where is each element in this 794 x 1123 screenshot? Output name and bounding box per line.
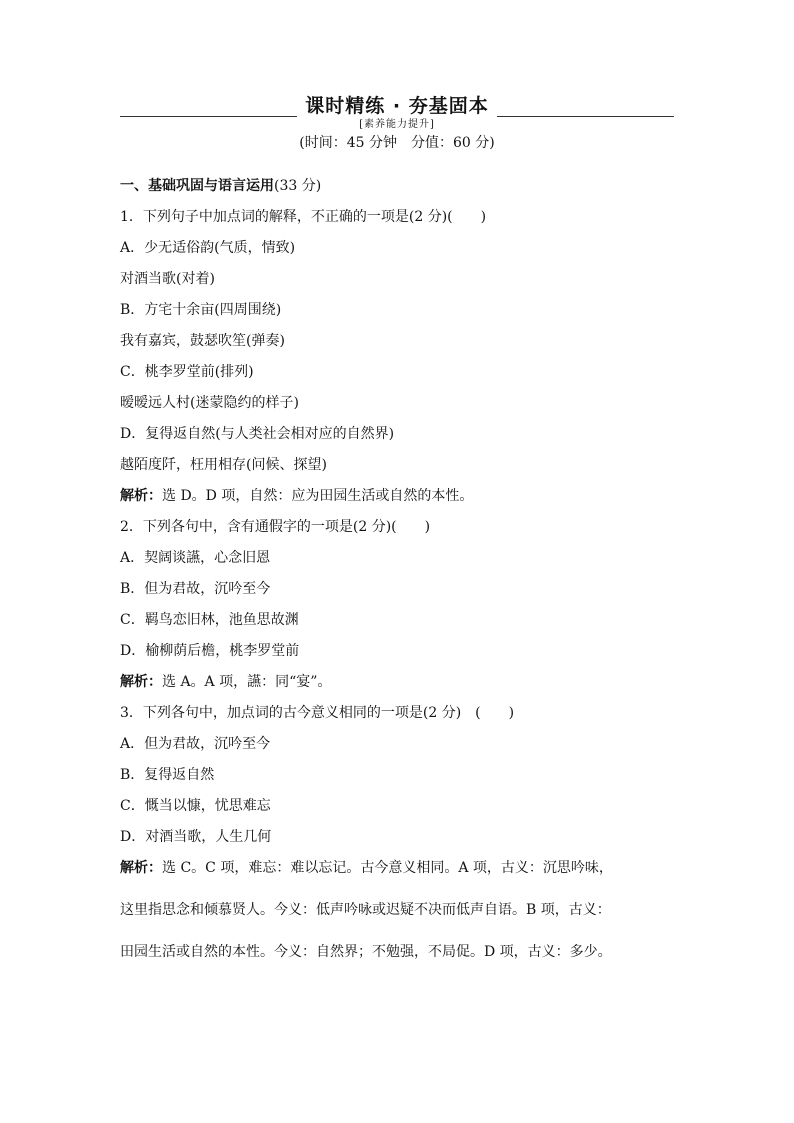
- analysis-text: 选 C。C 项，难忘：难以忘记。古今意义相同。A 项，古义：沉思吟味，: [162, 860, 613, 876]
- question-1-option: 暧暧远人村(迷蒙隐约的样子): [120, 395, 299, 411]
- question-3-stem: 3．下列各句中，加点词的古今意义相同的一项是(2 分) ( ): [120, 705, 515, 721]
- question-2-analysis: [120, 672, 680, 703]
- question-2-option: A．契阔谈讌，心念旧恩: [120, 550, 271, 566]
- question-3-analysis-continued: 田园生活或自然的本性。今义：自然界；不勉强，不局促。D 项，古义：多少。: [120, 944, 612, 960]
- question-3-option: C．慨当以慷，忧思难忘: [120, 798, 271, 814]
- question-2-option: B．但为君故，沉吟至今: [120, 581, 271, 597]
- question-1-option: 我有嘉宾，鼓瑟吹笙(弹奏): [120, 333, 285, 349]
- analysis-text: 选 D。D 项，自然：应为田园生活或自然的本性。: [162, 488, 474, 504]
- question-3-option: A．但为君故，沉吟至今: [120, 736, 271, 752]
- question-1-option: 越陌度阡，枉用相存(问候、探望): [120, 457, 327, 473]
- analysis-text: 选 A。A 项，讌：同“宴”。: [162, 674, 332, 690]
- question-2-option: C．羁鸟恋旧林，池鱼思故渊: [120, 612, 299, 628]
- question-1-option: C．桃李罗堂前(排列): [120, 364, 254, 380]
- question-3-option: B．复得返自然: [120, 767, 215, 783]
- section-heading-text: 一、基础巩固与语言运用: [120, 178, 274, 194]
- question-1-option: D．复得返自然(与人类社会相对应的自然界): [120, 426, 395, 442]
- question-3-analysis-continued: 这里指思念和倾慕贤人。今义：低声吟咏或迟疑不决而低声自语。B 项，古义：: [120, 902, 611, 918]
- page-title: 课时精练 · 夯基固本: [297, 94, 496, 118]
- section-score: (33 分): [274, 178, 322, 194]
- question-2-option: D．榆柳荫后檐，桃李罗堂前: [120, 643, 300, 659]
- analysis-label: 解析：: [120, 488, 162, 504]
- question-3-analysis: [120, 858, 680, 900]
- page-subtitle: [素养能力提升]: [359, 119, 435, 130]
- question-1-option: B．方宅十余亩(四周围绕): [120, 302, 282, 318]
- question-2-stem: 2．下列各句中，含有通假字的一项是(2 分)( ): [120, 519, 431, 535]
- question-1-stem: 1．下列句子中加点词的解释，不正确的一项是(2 分)( ): [120, 209, 487, 225]
- analysis-label: 解析：: [120, 674, 162, 690]
- question-1-option: A．少无适俗韵(气质，情致): [120, 240, 296, 256]
- question-3-option: D．对酒当歌，人生几何: [120, 829, 272, 845]
- exercise-content: [120, 176, 680, 984]
- section-heading: [120, 176, 680, 207]
- analysis-label: 解析：: [120, 860, 162, 876]
- time-score-info: (时间：45 分钟 分值：60 分): [299, 135, 495, 151]
- page-header: [120, 94, 674, 152]
- question-1-option: 对酒当歌(对着): [120, 271, 215, 287]
- question-1-analysis: [120, 486, 680, 517]
